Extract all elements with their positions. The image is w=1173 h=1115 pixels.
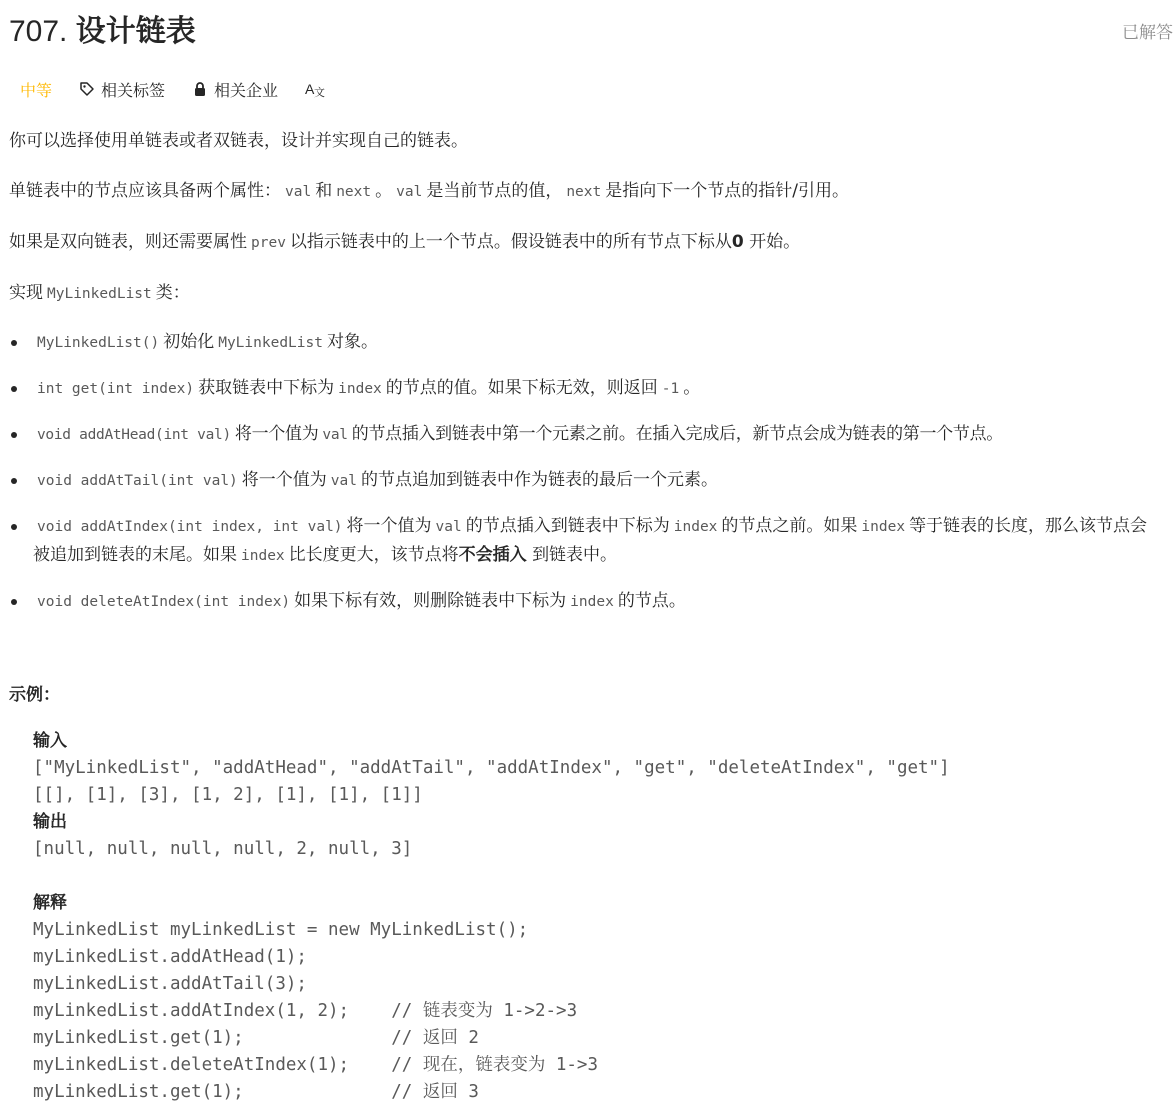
input-line-1: ["MyLinkedList", "addAtHead", "addAtTail", "addAtIndex", "get", "deleteAtIndex", "get"]: [33, 758, 950, 778]
related-companies-label: 相关企业: [214, 80, 279, 100]
spacer: [33, 863, 1163, 890]
text: 获取链表中下标为: [198, 378, 335, 398]
text: 的节点插入到链表中第一个元素之前。在插入完成后，新节点会成为链表的第一个节点。: [351, 424, 1003, 444]
list-item: [9, 420, 1155, 449]
code-line: myLinkedList.get(1); // 返回 3: [33, 1082, 479, 1102]
tag-icon: [79, 81, 95, 97]
bold-zero: 0: [731, 232, 744, 252]
text: 将一个值为: [241, 470, 327, 490]
example-block: [33, 728, 1163, 1106]
text: 的节点。: [617, 591, 686, 611]
input-line-2: [[], [1], [3], [1, 2], [1], [1], [1]]: [33, 785, 423, 805]
title-row: [9, 12, 1173, 52]
code-val: val: [285, 184, 312, 200]
difficulty-badge[interactable]: 中等: [20, 80, 53, 100]
list-item: [9, 512, 1155, 570]
code: MyLinkedList(): [37, 335, 160, 351]
text: 如果下标有效，则删除链表中下标为: [294, 591, 567, 611]
text: 类：: [155, 283, 190, 303]
code: void deleteAtIndex(int index): [37, 594, 291, 610]
svg-text:文: 文: [314, 87, 326, 99]
code: index: [861, 519, 906, 535]
code: val: [435, 519, 462, 535]
text: 初始化: [163, 332, 215, 352]
example-heading: 示例：: [9, 685, 60, 705]
code-line: myLinkedList.deleteAtIndex(1); // 现在，链表变为 1->3: [33, 1055, 599, 1075]
output-line: [null, null, null, null, 2, null, 3]: [33, 839, 413, 859]
code-line: myLinkedList.addAtTail(3);: [33, 974, 307, 994]
list-item: [9, 466, 1155, 495]
text: 的节点之前。如果: [721, 516, 858, 536]
code: val: [330, 473, 357, 489]
text: 的节点插入到链表中下标为: [465, 516, 670, 536]
desc-paragraph-2: [9, 177, 1155, 206]
text: 如果是双向链表，则还需要属性: [9, 232, 247, 252]
problem-number: 707.: [9, 15, 68, 48]
code-val: val: [396, 184, 423, 200]
translate-icon: [305, 80, 326, 99]
code-line: MyLinkedList myLinkedList = new MyLinkedList();: [33, 920, 529, 940]
code: index: [338, 381, 382, 397]
list-item: [9, 374, 1155, 403]
text: 等于链表的长度，那么该节点会被追加到链表的末尾。如果: [33, 516, 1148, 565]
list-item: [9, 328, 1155, 357]
text: 以指示链表中的上一个节点。假设链表中的所有节点下标从: [289, 232, 732, 252]
code: index: [673, 519, 718, 535]
code: -1: [661, 381, 680, 397]
text: 到链表中。: [532, 545, 618, 565]
text: 对象。: [326, 332, 378, 352]
output-label: 输出: [33, 812, 67, 832]
problem-name: 设计链表: [75, 15, 196, 48]
code: index: [570, 594, 614, 610]
code-line: myLinkedList.addAtHead(1);: [33, 947, 307, 967]
explain-label: 解释: [33, 893, 67, 913]
code-line: myLinkedList.get(1); // 返回 2: [33, 1028, 479, 1048]
related-tags-button[interactable]: [79, 78, 165, 101]
input-label: 输入: [33, 731, 67, 751]
problem-title: [9, 12, 1163, 52]
text: 是指向下一个节点的指针/引用。: [605, 181, 849, 201]
code: void addAtTail(int val): [37, 473, 238, 489]
text: 。: [683, 378, 701, 398]
svg-text:A: A: [305, 81, 315, 97]
code-class: MyLinkedList: [47, 286, 152, 302]
code: MyLinkedList: [218, 335, 323, 351]
text: 。: [375, 181, 393, 201]
code: index: [241, 548, 285, 564]
bold-text: 不会插入: [458, 545, 527, 565]
lock-icon: [192, 81, 208, 97]
code: void addAtIndex(int index, int val): [37, 519, 343, 535]
code: int get(int index): [37, 381, 195, 397]
code-line: myLinkedList.addAtIndex(1, 2); // 链表变为 1->2->3: [33, 1001, 578, 1021]
text: 的节点追加到链表中作为链表的最后一个元素。: [361, 470, 718, 490]
related-tags-label: 相关标签: [101, 80, 166, 100]
text: 开始。: [749, 232, 801, 252]
desc-paragraph-3: [9, 228, 1155, 257]
code-prev: prev: [251, 235, 286, 251]
text: 是当前节点的值，: [426, 181, 563, 201]
code-next: next: [336, 184, 372, 200]
text: 的节点的值。如果下标无效，则返回: [385, 378, 658, 398]
code: void addAtHead(int val): [37, 427, 231, 443]
text: 和: [315, 181, 333, 201]
method-list: [9, 328, 1155, 616]
translate-button[interactable]: [305, 80, 329, 98]
text: 将一个值为: [346, 516, 432, 536]
desc-paragraph-1: 你可以选择使用单链表或者双链表，设计并实现自己的链表。: [9, 131, 468, 151]
text: 比长度更大，该节点将: [288, 545, 459, 565]
text: 单链表中的节点应该具备两个属性：: [9, 181, 281, 201]
list-item: [9, 587, 1155, 616]
text: 实现: [9, 283, 43, 303]
problem-description: [9, 127, 1155, 633]
related-companies-button[interactable]: [192, 78, 278, 101]
code: val: [322, 427, 348, 443]
desc-paragraph-4: [9, 279, 1155, 308]
problem-tags-bar: [20, 77, 356, 101]
solved-status: 已解答: [1122, 23, 1173, 43]
code-next: next: [566, 184, 602, 200]
text: 将一个值为: [234, 424, 319, 444]
